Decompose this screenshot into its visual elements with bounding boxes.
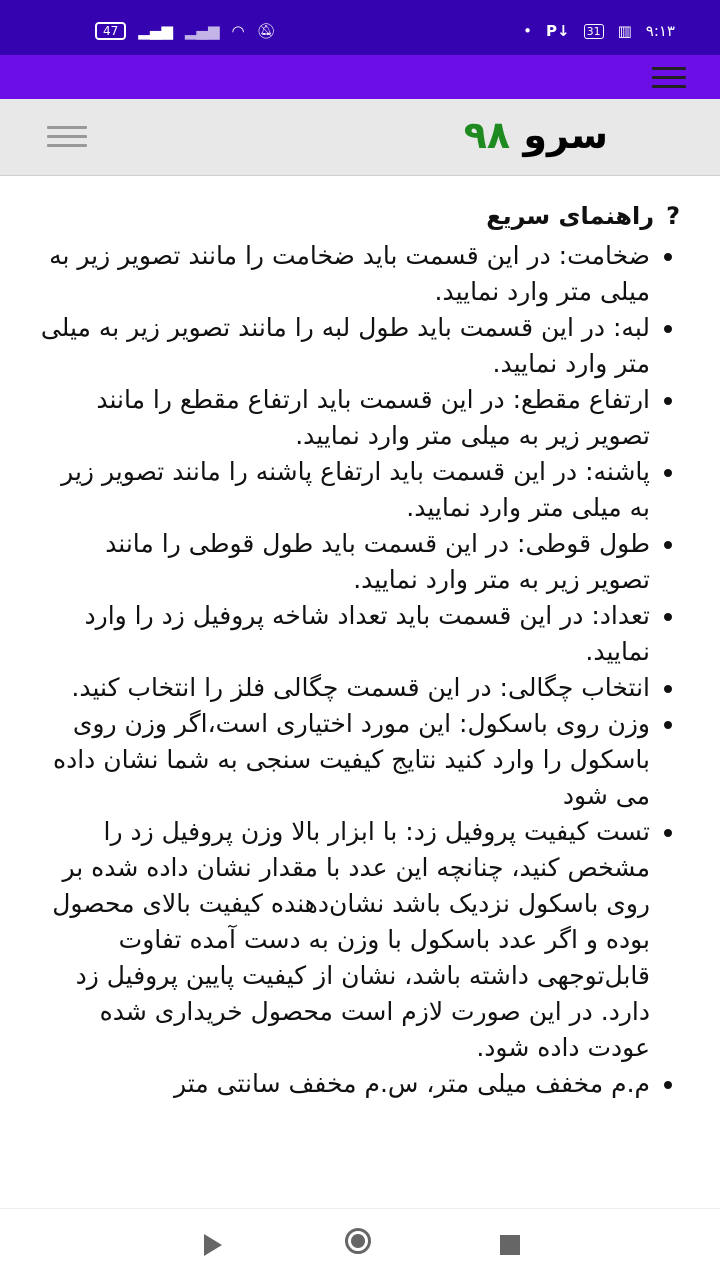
site-header (0, 99, 720, 176)
menu-icon[interactable] (652, 67, 686, 88)
list-item: • طول قوطی: در این قسمت باید طول قوطی را مانند تصویر زیر به متر وارد نمایید. (40, 526, 650, 598)
list-item: • تست کیفیت پروفیل زد: با ابزار بالا وزن پروفیل زد را مشخص کنید، چنانچه این عدد با مقدار نشان داده شده بر روی باسکول نزدیک باشد نشان‌دهنده کیفیت بالای محصول بوده و اگر عدد باسکول با وزن به دست آمده تفاوت قابل‌توجهی داشته باشد، نشان از کیفیت پایین پروفیل زد دارد. در این صورت لازم است محصول خریداری شده عودت داده شود. (40, 814, 650, 1066)
back-button[interactable] (204, 1234, 222, 1256)
wifi-icon: ◠ (231, 22, 245, 40)
hamburger-menu-icon[interactable] (47, 126, 87, 147)
list-item: • لبه: در این قسمت باید طول لبه را مانند تصویر زیر به میلی متر وارد نمایید. (40, 310, 650, 382)
list-item: • پاشنه: در این قسمت باید ارتفاع پاشنه را مانند تصویر زیر به میلی متر وارد نمایید. (40, 454, 650, 526)
clock-time: ۹:۱۳ (645, 22, 675, 40)
list-item: • ضخامت: در این قسمت باید ضخامت را مانند تصویر زیر به میلی متر وارد نمایید. (40, 238, 650, 310)
list-item: • تعداد: در این قسمت باید تعداد شاخه پروفیل زد را وارد نمایید. (40, 598, 650, 670)
download-icon: P↓ (546, 22, 570, 40)
trash-icon: ▥ (617, 22, 632, 40)
bell-off-icon: 🔕︎ (256, 22, 276, 40)
signal-icon-2: ▂▄▆ (184, 22, 220, 40)
help-content (0, 176, 720, 1208)
app-bar (0, 55, 720, 99)
question-icon: ? (666, 202, 680, 230)
list-item: • ارتفاع مقطع: در این قسمت باید ارتفاع مقطع را مانند تصویر زیر به میلی متر وارد نمایید. (40, 382, 650, 454)
help-list (0, 238, 720, 1102)
logo[interactable]: سرو ۹۸ (463, 113, 608, 157)
help-title: ?راهنمای سریع (486, 202, 680, 230)
list-item: • م.م مخفف میلی متر، س.م مخفف سانتی متر (40, 1066, 650, 1102)
signal-icon: ▂▄▆ (138, 22, 173, 40)
recents-button[interactable] (500, 1235, 520, 1255)
list-item: • وزن روی باسکول: این مورد اختیاری است،اگر وزن روی باسکول را وارد کنید نتایج کیفیت سنجی به شما نشان داده می شود (40, 706, 650, 814)
list-item: • انتخاب چگالی: در این قسمت چگالی فلز را انتخاب کنید. (40, 670, 650, 706)
status-bar (0, 0, 720, 55)
home-button[interactable] (345, 1228, 371, 1254)
navigation-bar (0, 1208, 720, 1281)
dot-icon: • (523, 22, 533, 40)
battery-icon: 47 (95, 22, 126, 40)
calendar-icon: 31 (584, 24, 604, 39)
